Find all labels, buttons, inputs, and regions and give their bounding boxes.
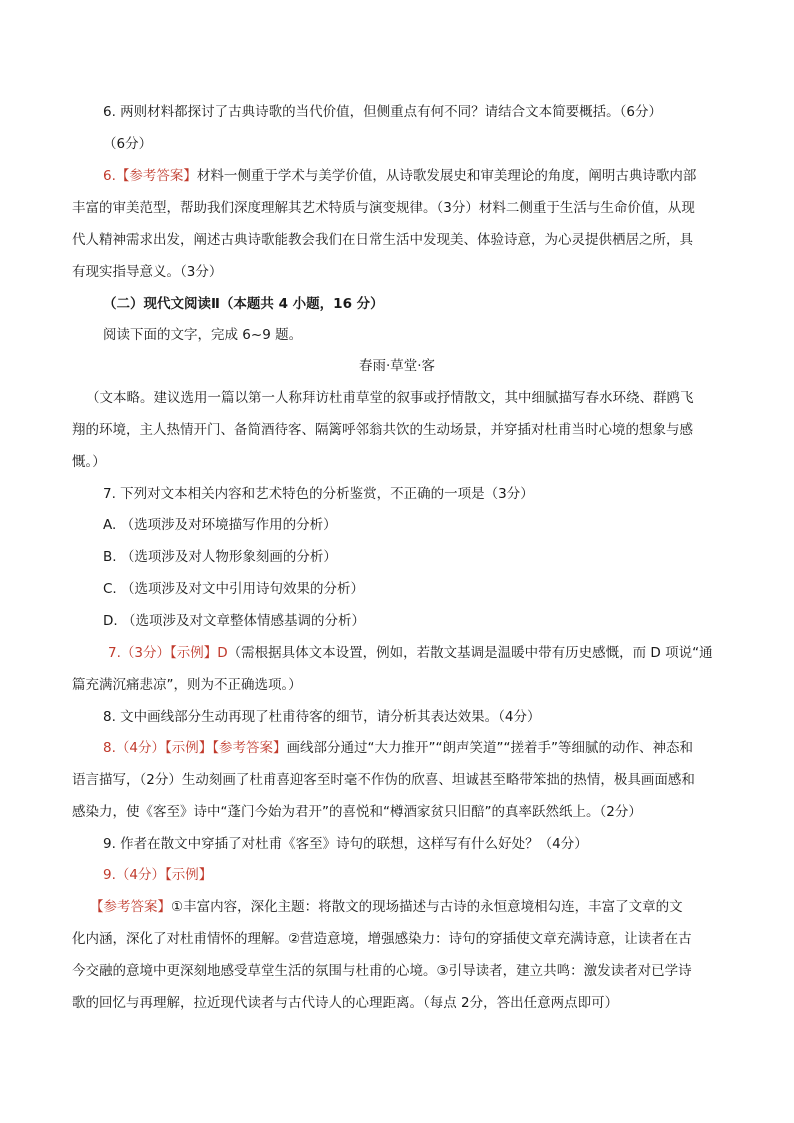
section-instruction: 阅读下面的文字，完成 6~9 题。: [103, 327, 303, 343]
q7-answer-label: 7.（3分）【示例】D: [108, 645, 228, 661]
passage-body-line-2: 翔的环境，主人热情开门、备简酒待客、隔篱呼邻翁共饮的生动场景，并穿插对杜甫当时心境的想象与感: [72, 422, 693, 438]
q9-question: 9. 作者在散文中穿插了对杜甫《客至》诗句的联想，这样写有什么好处？（4分）: [103, 836, 588, 852]
q7-option-b: B. （选项涉及对人物形象刻画的分析）: [103, 549, 337, 565]
q6-answer-line-2: 丰富的审美范型，帮助我们深度理解其艺术特质与演变规律。（3分）材料二侧重于生活与生命价值，从现: [72, 200, 695, 216]
q8-answer-line-2: 语言描写，（2分）生动刻画了杜甫喜迎客至时毫不作伪的欣喜、坦诚甚至略带笨拙的热情，极具画面感和: [72, 772, 695, 788]
q8-answer-line-3: 感染力，使《客至》诗中“蓬门今始为君开”的喜悦和“樽酒家贫只旧醅”的真率跃然纸上。（2分）: [72, 804, 642, 820]
q8-answer-line-1: [103, 738, 693, 758]
passage-body-line-1: （文本略。建议选用一篇以第一人称拜访杜甫草堂的叙事或抒情散文，其中细腻描写春水环绕、群鸥飞: [86, 390, 694, 406]
q6-answer-line-4: 有现实指导意义。（3分）: [72, 264, 223, 280]
section-heading: （二）现代文阅读Ⅱ（本题共 4 小题，16 分）: [103, 296, 384, 312]
q7-answer-line-2: 篇充满沉痛悲凉”，则为不正确选项。）: [72, 677, 302, 693]
q7-option-d: D. （选项涉及对文章整体情感基调的分析）: [103, 613, 365, 629]
q8-answer-text-1: 画线部分通过“大力推开”“朗声笑道”“搓着手”等细腻的动作、神态和: [286, 740, 693, 756]
q9-answer-line-2: 化内涵，深化了对杜甫情怀的理解。②营造意境，增强感染力：诗句的穿插使文章充满诗意，让读者在古: [72, 931, 692, 947]
q6-answer-line-1: [103, 166, 696, 186]
q9-score-label: 9.（4分）【示例】: [103, 867, 213, 883]
q9-answer-line-3: 今交融的意境中更深刻地感受草堂生活的氛围与杜甫的心境。③引导读者，建立共鸣：激发读者对已学诗: [72, 963, 692, 979]
q8-question: 8. 文中画线部分生动再现了杜甫待客的细节，请分析其表达效果。（4分）: [103, 709, 541, 725]
q9-answer-line-1: [90, 897, 683, 917]
passage-body-line-3: 慨。）: [72, 454, 106, 470]
q7-option-a: A. （选项涉及对环境描写作用的分析）: [103, 517, 337, 533]
q9-answer-text-1: ①丰富内容，深化主题：将散文的现场描述与古诗的永恒意境相勾连，丰富了文章的文: [171, 899, 683, 915]
q8-answer-label: 8.（4分）【示例】【参考答案】: [103, 740, 287, 756]
q6-question: 6. 两则材料都探讨了古典诗歌的当代价值，但侧重点有何不同？请结合文本简要概括。（6分）: [103, 104, 663, 120]
q6-answer-label: 6.【参考答案】: [103, 168, 197, 184]
q7-option-c: C. （选项涉及对文中引用诗句效果的分析）: [103, 581, 365, 597]
q9-answer-line-4: 歌的回忆与再理解，拉近现代读者与古代诗人的心理距离。（每点 2分，答出任意两点即可）: [72, 995, 619, 1011]
q7-answer-line-1: [108, 643, 713, 663]
q6-answer-text-1: 材料一侧重于学术与美学价值，从诗歌发展史和审美理论的角度，阐明古典诗歌内部: [196, 168, 697, 184]
q7-question: 7. 下列对文本相关内容和艺术特色的分析鉴赏，不正确的一项是（3分）: [103, 486, 534, 502]
passage-title: 春雨·草堂·客: [358, 358, 436, 374]
q9-answer-label: 【参考答案】: [90, 899, 171, 915]
q6-score: （6分）: [103, 136, 153, 152]
q6-answer-line-3: 代人精神需求出发，阐述古典诗歌能教会我们在日常生活中发现美、体验诗意，为心灵提供栖居之所，具: [72, 232, 693, 248]
q7-answer-text-1: （需根据具体文本设置，例如，若散文基调是温暖中带有历史感慨，而 D 项说“通: [227, 645, 713, 661]
